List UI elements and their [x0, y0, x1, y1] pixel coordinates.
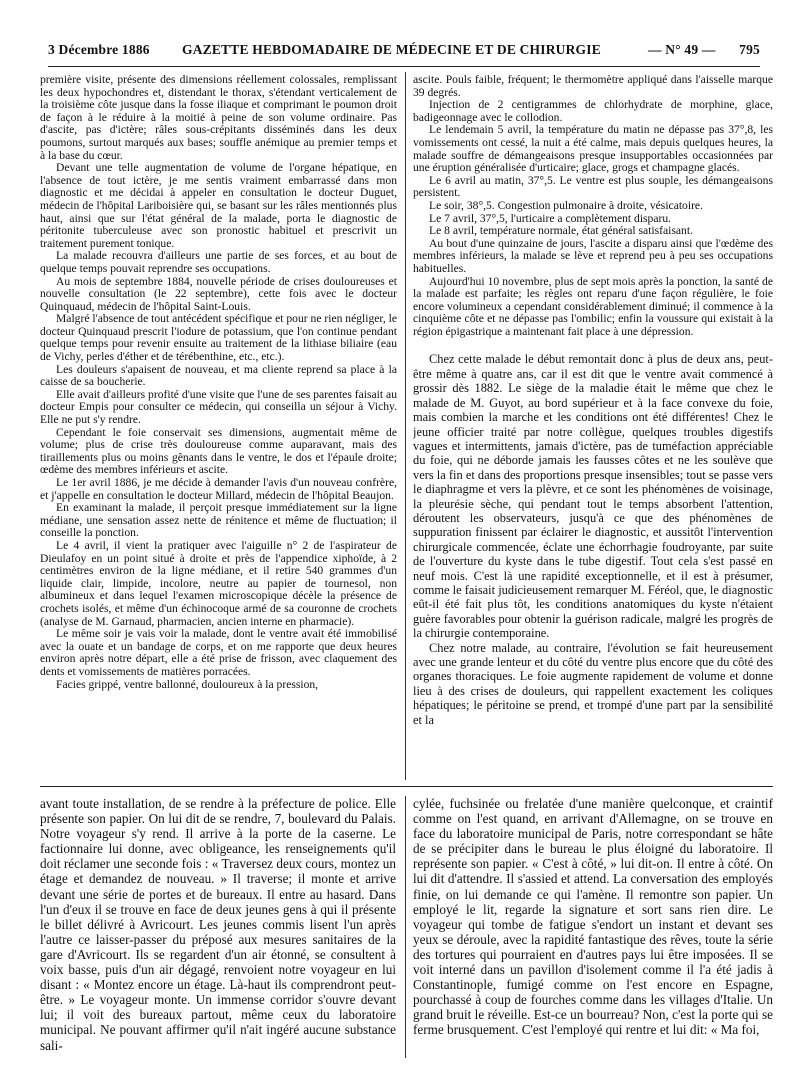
- issue-number: — N° 49 —: [648, 42, 716, 57]
- feuilleton-rule: [40, 786, 773, 787]
- paragraph: Chez notre malade, au contraire, l'évolution se fait heureusement avec une grande lenteur et du côté du ventre plus encore que du côté des organes thoraciques. Le foie augmente rapidement de volume et donne lieu à des crises de douleurs, qui rappellent exactement les coliques hépatiques; le péritoine se prend, et trompé d'une part par la sensibilité et la: [413, 640, 773, 727]
- column-divider: [405, 72, 406, 780]
- running-header: [48, 42, 760, 64]
- paragraph: Le 6 avril au matin, 37°,5. Le ventre est plus souple, les démangeaisons persistent.: [413, 173, 773, 200]
- journal-title: GAZETTE HEBDOMADAIRE DE MÉDECINE ET DE CHIRURGIE: [182, 42, 601, 57]
- paragraph: En examinant la malade, il perçoit presque immédiatement sur la ligne médiane, une sensation assez nette de rénitence et même de fluctuation; il conseille la ponction.: [40, 501, 397, 540]
- paragraph: Elle avait d'ailleurs profité d'une visite que l'une de ses parentes faisait au docteur Empis pour consulter ce médecin, qui conseilla un séjour à Vichy. Elle ne put s'y rendre.: [40, 387, 397, 427]
- paragraph: Les douleurs s'apaisent de nouveau, et ma cliente reprend sa place à la caisse de sa boucherie.: [40, 362, 397, 389]
- commentary-block: [413, 352, 773, 727]
- paragraph: Aujourd'hui 10 novembre, plus de sept mois après la ponction, la santé de la malade est parfaite; les règles ont reparu d'une façon régulière, le foie encore volumineux a cependant considérablement diminué; il commence à la cinquième côte et ne dépasse pas l'ombilic; enfin la voussure qui existait à la région épigastrique a maintenant fait place à une dépression.: [413, 274, 773, 338]
- paragraph: Facies grippé, ventre ballonné, douloureux à la pression,: [56, 677, 319, 691]
- paragraph: Le lendemain 5 avril, la température du matin ne dépasse pas 37°,8, les vomissements ont cessé, la nuit a été calme, mais depuis quelques heures, la malade souffre de démangeaisons presque insupportables occasionnées par une éruption généralisée d'urticaire; glace, grogs et champagne glacés.: [413, 123, 773, 175]
- paragraph: Malgré l'absence de tout antécédent spécifique et pour ne rien négliger, le docteur Quinquaud prescrit l'iodure de potassium, que l'on continue pendant quelque temps pour revenir ensuite au traitement de la lithiase biliaire (eau de Vichy, perles d'éther et de térébenthine, etc., etc.).: [40, 312, 397, 364]
- column-2: [413, 74, 773, 774]
- paragraph: Le même soir je vais voir la malade, dont le ventre avait été immobilisé avec la ouate et un bandage de corps, et on me rapporte que deux heures environ après notre départ, elle a été prise de frisson, avec claquement des dents et vomissements de matières porracées.: [40, 627, 397, 678]
- section-gap: [413, 338, 773, 352]
- column-1: [40, 74, 397, 774]
- paragraph: Le 8 avril, température normale, état général satisfaisant.: [429, 224, 693, 238]
- header-rule: [48, 66, 760, 67]
- paragraph: Le soir, 38°,5. Congestion pulmonaire à droite, vésicatoire.: [429, 198, 703, 212]
- column-divider: [405, 796, 406, 1058]
- paragraph: ascite. Pouls faible, fréquent; le thermomètre appliqué dans l'aisselle marque 39 degrés.: [413, 74, 773, 99]
- paragraph: Chez cette malade le début remontait donc à plus de deux ans, peut-être même à quatre ans, car il est dit que le ventre avait commencé à grossir dès 1882. Le siège de la maladie était le même que chez le malade de M. Guyot, au bord supérieur et à la face convexe du foie, mais combien la marche et les conditions ont été différentes! Chez le jeune officier traité par notre collègue, quelques troubles digestifs vagues et intermittents, jamais d'ictère, pas de tuméfaction appréciable du foie, qui ne déborde jamais les fausses côtes et ne les soulève que vers la fin et dans des proportions presque insensibles; tout se passe vers le diaphragme et vers la plèvre, et ce sont les phénomènes de voisinage, la pleurésie sèche, qui pendant tout le temps absorbent l'attention, déroutent les observateurs, jusqu'à ce que des phénomènes de suppuration finissent par éclairer le diagnostic, et aussitôt l'intervention chirurgicale commencée, éclate une échorrhagie foudroyante, par suite de l'ouverture du kyste dans le tube digestif. Tout cela s'est passé en neuf mois. C'est là une rapidité exceptionnelle, et il est à présumer, comme le faisait judicieusement remarquer M. Féréol, que, le diagnostic eût-il été fait plus tôt, les conditions anatomiques du kyste n'étaient guère favorables pour obtenir la guérison radicale, malgré les progrès de la chirurgie contemporaine.: [413, 352, 773, 641]
- paragraph: Au mois de septembre 1884, nouvelle période de crises douloureuses et nouvelle consultation (le 22 septembre), cette fois avec le docteur Quinquaud, médecin de l'hôpital Saint-Louis.: [40, 274, 397, 313]
- paragraph: avant toute installation, de se rendre à la préfecture de police. Elle présente son papier. On lui dit de se rendre, 7, boulevard du Palais. Notre voyageur s'y rend. Il arrive à la porte de la caserne. Le factionnaire lui donne, avec obligeance, les renseignements qu'il doit réclamer une seconde fois : « Traversez deux cours, montez un étage et demandez de nouveau. » Il traverse; il monte et arrive devant une série de portes et de bureaux. Il entre au hasard. Dans l'un d'eux il se trouve en face de deux jeunes gens à qui il présente le billet délivré à Avricourt. Les jeunes commis lisent l'un après l'autre ce laisser-passer du préposé aux mesures sanitaires de la gare d'Avricourt. Ils se regardent d'un air étonné, se consultent à voix basse, puis d'un air dégagé, renvoient notre voyageur en lui disant : « Montez encore un étage. Là-haut ils comprendront peut-être. » Le voyageur monte. Un immense corridor s'ouvre devant lui; il voit des bureaux partout, même ceux du laboratoire municipal. Ne pouvant affirmer qu'il n'ait ingéré aucune substance sali-: [40, 796, 396, 1053]
- issue-date: 3 Décembre 1886: [48, 42, 150, 57]
- paragraph: Le 7 avril, 37°,5, l'urticaire a complètement disparu.: [429, 211, 672, 225]
- paragraph: Devant une telle augmentation de volume de l'organe hépatique, en l'absence de tout ictère, je me sentis vraiment embarrassé dans mon diagnostic et me décidai à appeler en consultation le docteur Duguet, médecin de l'hôpital Lariboisière qui, se basant sur les râles mentionnés plus haut, ainsi que sur l'état général de la malade, porta le diagnostic de péritonite tuberculeuse avec son pronostic habituel et prescrivit un traitement purement tonique.: [40, 161, 397, 250]
- paragraph: Le 1er avril 1886, je me décide à demander l'avis d'un nouveau confrère, et j'appelle en consultation le docteur Millard, médecin de l'hôpital Beaujon.: [40, 476, 397, 502]
- column-4: [413, 796, 773, 1058]
- paragraph: La malade recouvra d'ailleurs une partie de ses forces, et au bout de quelque temps pouvait reprendre ses occupations.: [40, 249, 397, 275]
- paragraph: Cependant le foie conservait ses dimensions, augmentait même de volume; plus de crise très douloureuse comme auparavant, mais des tiraillements plus ou moins gênants dans le ventre, le dos et l'épaule droite; œdème des membres inférieurs et ascite.: [40, 425, 397, 477]
- column-3: [40, 796, 396, 1058]
- paragraph: Au bout d'une quinzaine de jours, l'ascite a disparu ainsi que l'œdème des membres inférieurs, la malade se lève et reprend peu à peu ses occupations habituelles.: [413, 236, 773, 275]
- page-number: 795: [739, 42, 760, 57]
- paragraph: Le 4 avril, il vient la pratiquer avec l'aiguille n° 2 de l'aspirateur de Dieulafoy en un point situé à droite et près de l'appendice xiphoïde, à 2 centimètres environ de la ligne médiane, et il retire 540 grammes d'un liquide clair, limpide, incolore, neutre au papier de tournesol, non albumineux et dans lequel l'examen microscopique décèle la présence de crochets isolés, et même d'un échinocoque armé de sa couronne de crochets (analyse de M. Garnaud, pharmacien, ancien interne en pharmacie).: [40, 538, 397, 628]
- paragraph: cylée, fuchsinée ou frelatée d'une manière quelconque, et craintif comme on l'est quand, en arrivant d'Allemagne, on se trouve en face du laboratoire municipal de Paris, notre correspondant se hâte de se précipiter dans le bureau le plus éloigné du laboratoire. Il représente son papier. « C'est à côté, » lui dit-on. Il entre à côté. On lui dit d'attendre. Il s'assied et attend. La conversation des employés finie, on lui demande ce qui l'amène. Il remontre son papier. Un employé le lit, regarde la signature et sort sans rien dire. Le voyageur qui tombe de fatigue s'endort un instant et devant ses yeux se déroule, avec la rapidité fantastique des rêves, toute la série des tortures qui pourraient en d'autres pays lui être imposées. Il se voit interné dans un pavillon d'isolement comme il l'a été jadis à Constantinople, fumigé comme on l'est encore en Espagne, pourchassé à coup de fourches comme dans les villages d'Italie. Un grand bruit le réveille. Est-ce un bourreau? Non, c'est la porte qui se ferme brusquement. C'est l'employé qui rentre et lui dit: « Ma foi,: [413, 796, 773, 1038]
- paragraph: première visite, présente des dimensions réellement colossales, remplissant les deux hypochondres et, distendant le thorax, s'étendant verticalement de la troisième côte jusque dans la fosse iliaque et comprimant le poumon droit de façon à le réduire à la moitié à peine de son volume ordinaire. Pas d'ascite, pas d'ictère; râles sous-crépitants disséminés dans les deux poumons, surtout marqués aux bases; souffle anémique au premier temps et à la base du cœur.: [40, 74, 397, 162]
- paragraph: Injection de 2 centigrammes de chlorhydrate de morphine, glace, badigeonnage avec le collodion.: [413, 98, 773, 124]
